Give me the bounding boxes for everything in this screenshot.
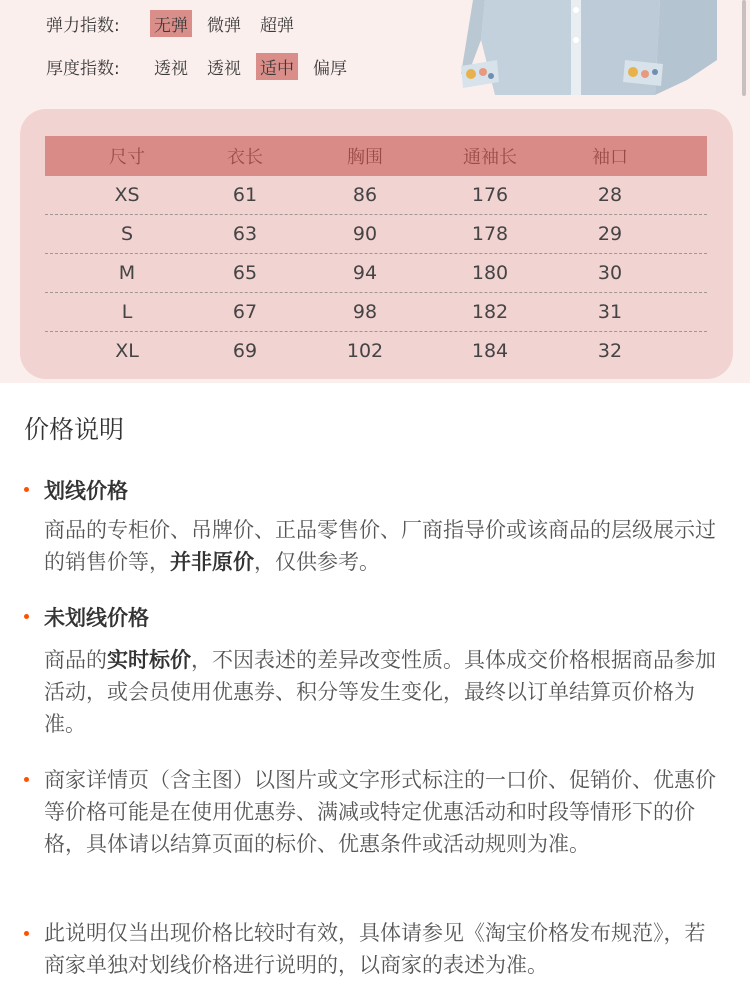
cell-length: 67 [232, 301, 258, 323]
header-cuff: 袖口 [592, 147, 628, 168]
header-sleeve: 通袖长 [463, 147, 517, 168]
elasticity-option: 微弹 [207, 15, 241, 36]
cell-length: 61 [232, 184, 258, 206]
note-text: 此说明仅当出现价格比较时有效，具体请参见《淘宝价格发布规范》，若商家单独对划线价格进行说明的，以商家的表述为准。 [44, 921, 706, 977]
bullet-dot-icon [24, 931, 32, 939]
elasticity-option: 超弹 [260, 15, 294, 36]
thickness-option: 偏厚 [313, 58, 347, 79]
cell-cuff: 29 [597, 223, 623, 245]
cell-bust: 102 [346, 340, 384, 362]
header-length: 衣长 [227, 147, 263, 168]
elasticity-option: 无弹 [150, 10, 192, 37]
emphasis-text: 实时标价 [107, 648, 191, 672]
cell-size: S [120, 223, 134, 245]
cell-sleeve: 182 [471, 301, 509, 323]
thickness-option: 透视 [207, 58, 241, 79]
cell-bust: 98 [352, 301, 378, 323]
cell-bust: 90 [352, 223, 378, 245]
jacket-photo [455, 0, 745, 95]
cell-sleeve: 176 [471, 184, 509, 206]
thickness-label: 厚度指数: [46, 58, 120, 79]
emphasis-text: 并非原价 [170, 550, 254, 574]
bullet-dot-icon [24, 777, 32, 785]
cell-length: 63 [232, 223, 258, 245]
thickness-index [46, 53, 362, 79]
elasticity-index [46, 10, 309, 36]
size-chart-table [45, 136, 707, 370]
cell-cuff: 31 [597, 301, 623, 323]
table-row [45, 215, 707, 254]
elasticity-label: 弹力指数: [46, 15, 120, 36]
page-title: 价格说明 [24, 415, 125, 444]
cell-size: XS [114, 184, 140, 206]
table-row [45, 254, 707, 293]
header-bust: 胸围 [347, 147, 383, 168]
cell-length: 69 [232, 340, 258, 362]
cell-length: 65 [232, 262, 258, 284]
header-size: 尺寸 [109, 147, 145, 168]
section-title-strikethrough-price: 划线价格 [44, 479, 128, 503]
table-row [45, 176, 707, 215]
section-text-unstruck-price: 商品的实时标价，不因表述的差异改变性质。具体成交价格根据商品参加活动，或会员使用优惠券、积分等发生变化，最终以订单结算页价格为准。 [44, 648, 716, 736]
cell-cuff: 30 [597, 262, 623, 284]
size-table-header [45, 136, 707, 176]
cell-sleeve: 184 [471, 340, 509, 362]
cell-bust: 94 [352, 262, 378, 284]
bullet-dot-icon [24, 487, 32, 495]
note-text: 商家详情页（含主图）以图片或文字形式标注的一口价、促销价、优惠价等价格可能是在使用优惠券、满减或特定优惠活动和时段等情形下的价格，具体请以结算页面的标价、优惠条件或活动规则为准。 [44, 768, 716, 856]
bullet-dot-icon [24, 614, 32, 622]
cell-sleeve: 180 [471, 262, 509, 284]
cell-sleeve: 178 [471, 223, 509, 245]
product-detail-image [0, 0, 750, 383]
cell-size: XL [115, 340, 139, 362]
scrollbar-thumb[interactable] [742, 0, 746, 96]
table-row [45, 332, 707, 370]
thickness-option: 适中 [256, 53, 298, 80]
cell-size: L [121, 301, 133, 323]
table-row [45, 293, 707, 332]
thickness-option: 透视 [154, 58, 188, 79]
section-text-strikethrough-price: 商品的专柜价、吊牌价、正品零售价、厂商指导价或该商品的层级展示过的销售价等，并非原价，仅供参考。 [44, 518, 716, 574]
cell-size: M [118, 262, 136, 284]
cell-cuff: 32 [597, 340, 623, 362]
cell-cuff: 28 [597, 184, 623, 206]
section-title-unstruck-price: 未划线价格 [44, 606, 149, 630]
cell-bust: 86 [352, 184, 378, 206]
